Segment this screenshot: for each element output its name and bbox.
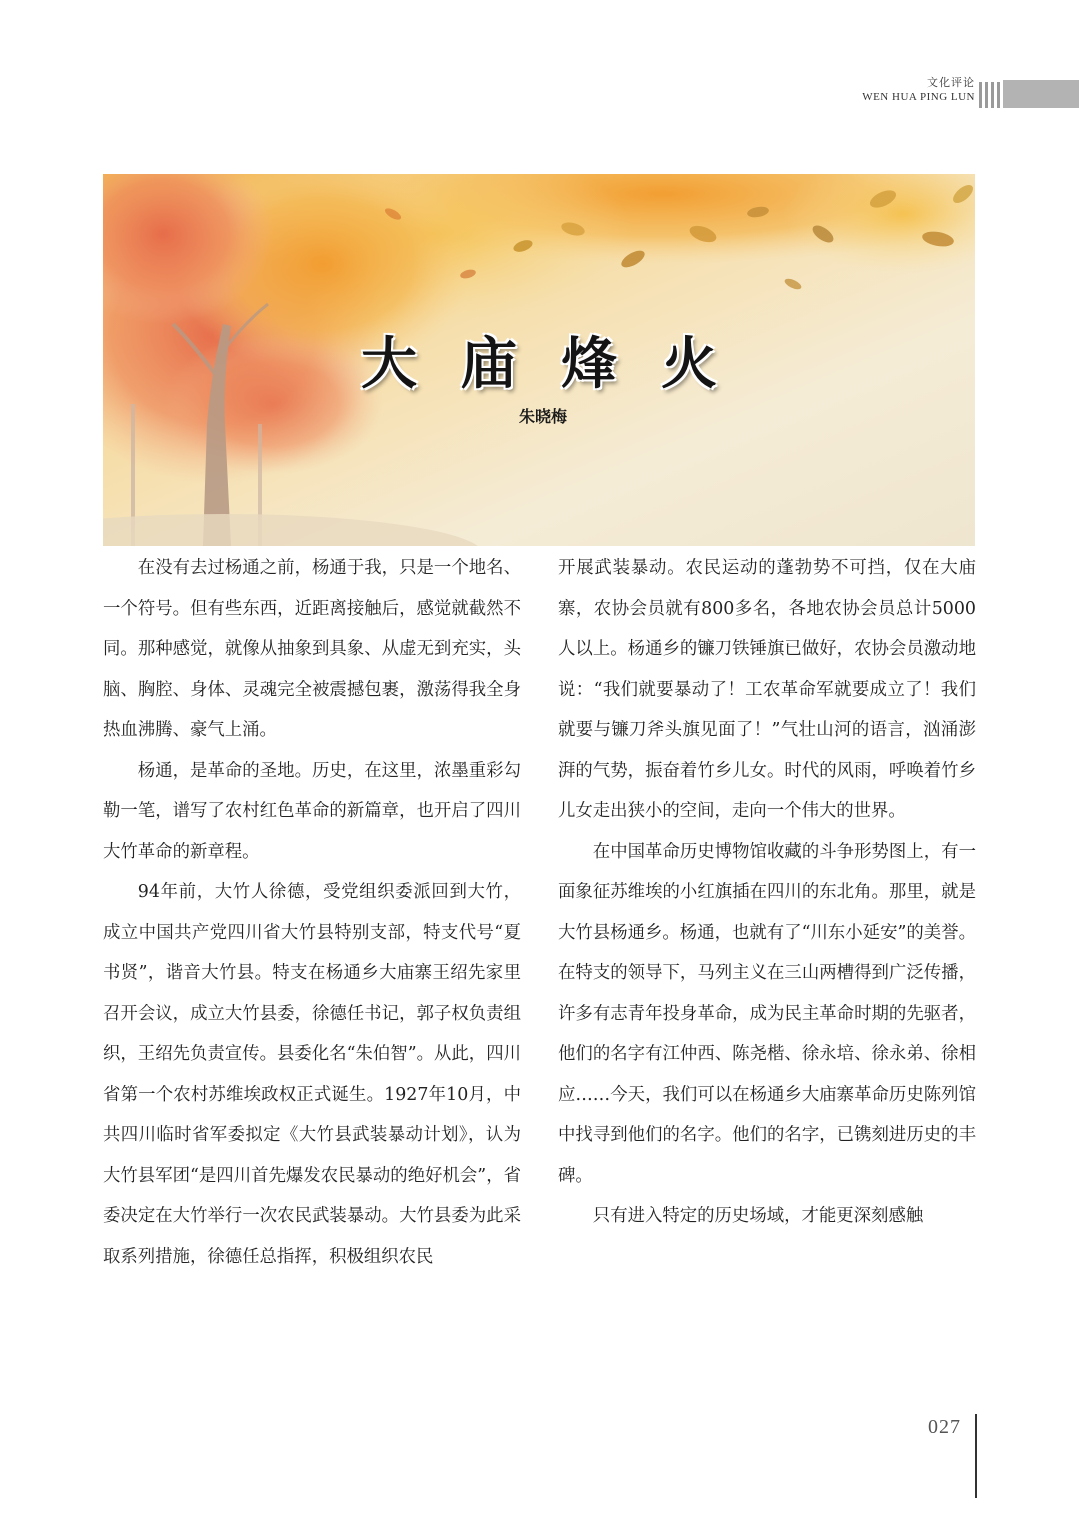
page-number: 027 — [928, 1416, 961, 1438]
decorative-bars — [979, 82, 1001, 108]
paragraph: 在中国革命历史博物馆收藏的斗争形势图上，有一面象征苏维埃的小红旗插在四川的东北角。那里，就是大竹县杨通乡。杨通，也就有了“川东小延安”的美誉。在特支的领导下，马列主义在三山两槽得到广泛传播，许多有志青年投身革命，成为民主革命时期的先驱者，他们的名字有江仲西、陈尧楷、徐永培、徐永弟、徐相应……今天，我们可以在杨通乡大庙寨革命历史陈列馆中找寻到他们的名字。他们的名字，已镌刻进历史的丰碑。 — [558, 841, 976, 1186]
decorative-block — [1003, 80, 1079, 108]
paragraph: 在没有去过杨通之前，杨通于我，只是一个地名、一个符号。但有些东西，近距离接触后，感觉就截然不同。那种感觉，就像从抽象到具象、从虚无到充实，头脑、胸腔、身体、灵魂完全被震撼包裹，激荡得我全身热血沸腾、豪气上涌。 — [103, 558, 521, 740]
paragraph: 开展武装暴动。农民运动的蓬勃势不可挡，仅在大庙寨，农协会员就有800多名，各地农协会员总计5000人以上。杨通乡的镰刀铁锤旗已做好，农协会员激动地说：“我们就要暴动了！工农革命军就要成立了！我们就要与镰刀斧头旗见面了！”气壮山河的语言，汹涌澎湃的气势，振奋着竹乡儿女。时代的风雨，呼唤着竹乡儿女走出狭小的空间，走向一个伟大的世界。 — [558, 558, 976, 821]
article-banner — [103, 174, 975, 546]
article-author: 朱晓梅 — [518, 407, 567, 426]
paragraph: 杨通，是革命的圣地。历史，在这里，浓墨重彩勾勒一笔，谱写了农村红色革命的新篇章，也开启了四川大竹革命的新章程。 — [103, 760, 521, 862]
section-title — [862, 76, 975, 104]
section-title-chinese: 文化评论 — [927, 76, 975, 89]
footer-rule — [975, 1414, 977, 1498]
right-column — [558, 548, 976, 1237]
article-title: 大庙烽火 — [361, 331, 761, 397]
section-header — [779, 76, 1079, 108]
paragraph: 只有进入特定的历史场域，才能更深刻感触 — [592, 1206, 924, 1226]
left-column — [103, 548, 521, 1277]
section-title-pinyin: WEN HUA PING LUN — [862, 91, 975, 103]
paragraph: 94年前，大竹人徐德，受党组织委派回到大竹，成立中国共产党四川省大竹县特别支部，特支代号“夏书贤”，谐音大竹县。特支在杨通乡大庙寨王绍先家里召开会议，成立大竹县委，徐德任书记，郭子权负责组织，王绍先负责宣传。县委化名“朱伯智”。从此，四川省第一个农村苏维埃政权正式诞生。1927年10月，中共四川临时省军委拟定《大竹县武装暴动计划》，认为大竹县军团“是四川首先爆发农民暴动的绝好机会”，省委决定在大竹举行一次农民武装暴动。大竹县委为此采取系列措施，徐德任总指挥，积极组织农民 — [103, 882, 521, 1267]
